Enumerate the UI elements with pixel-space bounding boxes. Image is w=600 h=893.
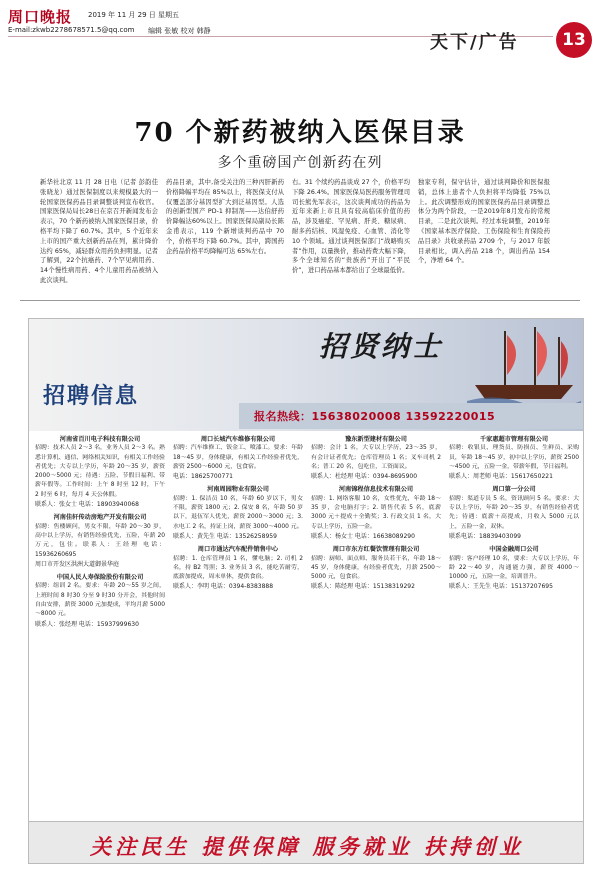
ad-company: 中国金融周口公司 [489, 546, 539, 554]
article-column: 独家专利，保守估计，通过谈判降价和医保报销，总体上患者个人负担将平均降低 75%以上。此次调整形成的国家医保药品目录调整总体分为两个阶段，一是2019年8月发布的常规目录，二是此次谈判。经过本轮调整，2019年《国家基本医疗保险、工伤保险和生育保险药品目录》共收录药品 2709 个，与 2017 年版目录相比，调入药品 218 个，调出药品 154 个，净增 64 个。 [418, 179, 550, 265]
job-ads [35, 435, 579, 815]
job-ad [35, 573, 165, 629]
ad-body: 招聘：客户经理 10 名，要求：大专以上学历，年龄 22～40 岁，沟通能力强，薪资 4000～10000 元，五险一金，培训晋升。 [449, 555, 579, 581]
ad-company: 千家惠超市管理有限公司 [479, 436, 549, 443]
recruitment-banner [29, 319, 584, 431]
ad-contact: 周口市开发区洪洲大道御景华庭 [35, 560, 120, 568]
ad-body: 招聘：汽车维修工、钣金工、喷漆工。要求：年龄 18～45 岁，身体健康，有相关工作经验者优先，薪资 2500～6000 元，包食宿。 [173, 445, 303, 470]
ad-body: 招聘：售楼顾问，男女不限，年龄 20～30 岁，高中以上学历，有销售经验优先，五险，年薪 20 万元，包住。联系人：王经理 电话：15936260695 [35, 523, 165, 558]
ad-company: 周口市东方红餐饮管理有限公司 [332, 546, 420, 554]
subhead: 多个重磅国产创新药在列 [217, 155, 383, 171]
ad-company: 中国人民人寿保险股份有限公司 [56, 574, 144, 582]
ad-company: 周口长城汽车维修有限公司 [200, 436, 276, 443]
slogan: 关注民生 提供保障 服务就业 扶持创业 [90, 834, 524, 859]
ad-body: 招聘：技术人员 2～3 名，业务人员 2～3 名。熟悉计算机、通信、网络相关知识，有相关工作经验者优先；大专以上学历，年龄 20～35 岁，薪资 2000～5000 元；待遇：五险、节假日福利、带薪年假等。工作时间：上午 8 时至 12 时，下午 2 时至 6 时，每月 4 天公休假。 [35, 445, 165, 498]
job-ad [173, 435, 303, 481]
article-column: 新华社北京 11 月 28 日电（记者 彭韵佳 张晓龙）通过医保制度以来规模最大的一轮国家医保药品目录调整谈判宣布收官。国家医保局局长28日在京召开新闻发布会表示，70 个新药被纳入国家医保目录，价格平均下降了 60.7%。其中，5 个近年来上市的国产重大创新药品在列，累计降价达约 65%，减轻群众用药负担明显。记者了解到，22个抗癌药、7个罕见病用药、14个慢性病用药、4个儿童用药品被纳入此次谈判。 [40, 179, 158, 284]
job-ad [311, 435, 441, 481]
ad-column [35, 435, 165, 815]
section-title: 天下/广告 [430, 32, 519, 53]
ad-contact: 联系人：杜经理 电话：0394-8695900 [311, 473, 418, 481]
ad-company: 河南省百川电子科技有限公司 [59, 436, 141, 443]
ad-body: 招聘：会计 1 名，大专以上学历，23～35 岁，有会计证者优先；仓库管理员 1 名；叉车司机 2 名；普工 20 名，包吃住，工资面议。 [311, 445, 441, 470]
ad-body: 招聘：收银员、理货员、防损员、生鲜员、采购员，年龄 18～45 岁，初中以上学历，薪资 2500～4500 元，五险一金，带薪年假，节日福利。 [449, 445, 579, 470]
slogan-bar [29, 821, 584, 864]
paper-name: 周口晚报 [8, 8, 73, 26]
sailing-ship-icon [465, 323, 583, 407]
job-ad [311, 545, 441, 591]
registration-hotline: 报名热线：15638020008 13592220015 [254, 410, 496, 423]
ad-company: 周口市通达汽车配件销售中心 [197, 546, 279, 554]
job-ad [173, 485, 303, 541]
ad-contact: 联系人：张女士 电话：18903940068 [35, 501, 139, 509]
ad-body: 招聘：渠道专员 5 名，资讯顾问 5 名。要求：大专以上学历，年龄 20～35 岁，有销售经验者优先；待遇：底薪＋高提成，月收入 5000 元以上，五险一金，双休。 [449, 495, 579, 530]
ad-body: 招聘：1. 网络客服 10 名，女性优先，年龄 18～35 岁，会电脑打字；2. 销售代表 5 名，底薪 3000 元＋提成＋全勤奖；3. 行政文员 1 名，大专以上学历，五险一金。 [311, 495, 441, 530]
headline: 70 个新药被纳入医保目录 [134, 118, 466, 148]
ad-column [173, 435, 303, 815]
ad-contact: 电话：18625700771 [173, 473, 233, 481]
ad-contact: 联系人：陈经理 电话：15138319292 [311, 583, 415, 591]
masthead [0, 0, 600, 72]
ad-contact: 联系电话：18839403099 [449, 532, 521, 540]
ad-company: 周口第一分公司 [492, 486, 536, 494]
ad-contact: 联系人：黄先生 电话：13526258959 [173, 532, 277, 540]
recruitment-section [28, 318, 584, 864]
ad-company: 河南周园物业有限公司 [207, 486, 269, 494]
recruitment-title: 招聘信息 [43, 383, 140, 409]
job-ad [173, 545, 303, 591]
article-body [40, 178, 550, 296]
job-ad [35, 435, 165, 509]
ad-contact: 联系人：杨女士 电话：16638089290 [311, 532, 415, 540]
ad-body: 招聘：厨师、面点师、服务员若干名，年龄 18～45 岁，身体健康，有经验者优先，月薪 2500～5000 元，包食宿。 [311, 555, 441, 581]
ad-contact: 联系人：张经理 电话：15937999630 [35, 620, 139, 628]
article-column: 右。31 个续约药品谈成 27 个，价格平均下降 26.4%。国家医保局医药服务管理司司长熊先军表示，这次谈判成功的药品为近年来新上市且具有较高临床价值的药品，涉及癌症、罕见病、肝炎、糖尿病、耐多药结核、风湿免疫、心血管、消化等 10 个领域。通过谈判医保部门“战略购买者”作用，以量换价，推动药费大幅下降，多个全球知名的“贵族药”开出了“平民价”，进口药品基本都给出了全球最低价。 [292, 179, 410, 275]
article-column: 药品目录，其中,备受关注的三种丙肝新药价格降幅平均在 85%以上，将医保支付从仅覆盖部分基因型扩大到泛基因型。人选的创新型国产 PD-1 抑制剂——达伯舒药价降幅达60%以上。国家医保局副局长陈金甫表示，119 个新增谈判药品中 70 个，价格平均下降 60.7%。其中，跨国药企药品价格平均降幅可达 65%左右。 [166, 179, 284, 255]
job-ad [449, 545, 579, 591]
paper-email: E-mail:zkwb2278678571.5@qq.com [8, 26, 135, 34]
banner-calligraphy: 招贤纳士 [319, 330, 444, 363]
ad-column [311, 435, 441, 815]
ad-body: 招聘：1. 保洁员 10 名，年龄 60 岁以下，男女不限，薪资 1800 元；2. 保安 8 名，年龄 50 岁以下，退伍军人优先，薪资 2000～3000 元；3. 水电工 2 名，持证上岗，薪资 3000～4000 元。 [173, 495, 303, 530]
job-ad [449, 485, 579, 541]
page-number-badge [556, 22, 592, 58]
job-ad [311, 485, 441, 541]
ad-company: 河南佳轩传动房地产开发有限公司 [53, 514, 147, 522]
paper-date: 2019 年 11 月 29 日 星期五 [88, 11, 179, 19]
ad-body: 招聘：1. 仓库管理员 1 名，懂电脑；2. 司机 2 名，持 B2 驾照；3. 业务员 3 名，能吃苦耐劳，底薪加提成，周末单休，提供食宿。 [173, 555, 303, 581]
ad-company: 豫东新型建材有限公司 [345, 436, 407, 443]
paper-editors: 编辑 张敏 校对 韩静 [148, 27, 211, 35]
ad-contact: 联系人：王先生 电话：15137207695 [449, 583, 553, 591]
page-number: 13 [562, 30, 586, 50]
section-divider [20, 300, 580, 301]
ad-contact: 联系人：周老师 电话：15617650221 [449, 473, 553, 481]
job-ad [449, 435, 579, 481]
ad-body: 招聘：组训 2 名。要求：年龄 20～55 岁之间，上班时间 8 时30 分至 9 时30 分开会，其他时间自由安排，薪资 3000 元加提成，平均月薪 5000～8000 元。 [35, 583, 165, 618]
ad-column [449, 435, 579, 815]
ad-contact: 联系人：李明 电话：0394-8383888 [173, 583, 274, 591]
job-ad [35, 513, 165, 569]
ad-company: 河南锦程信息技术有限公司 [338, 486, 414, 494]
